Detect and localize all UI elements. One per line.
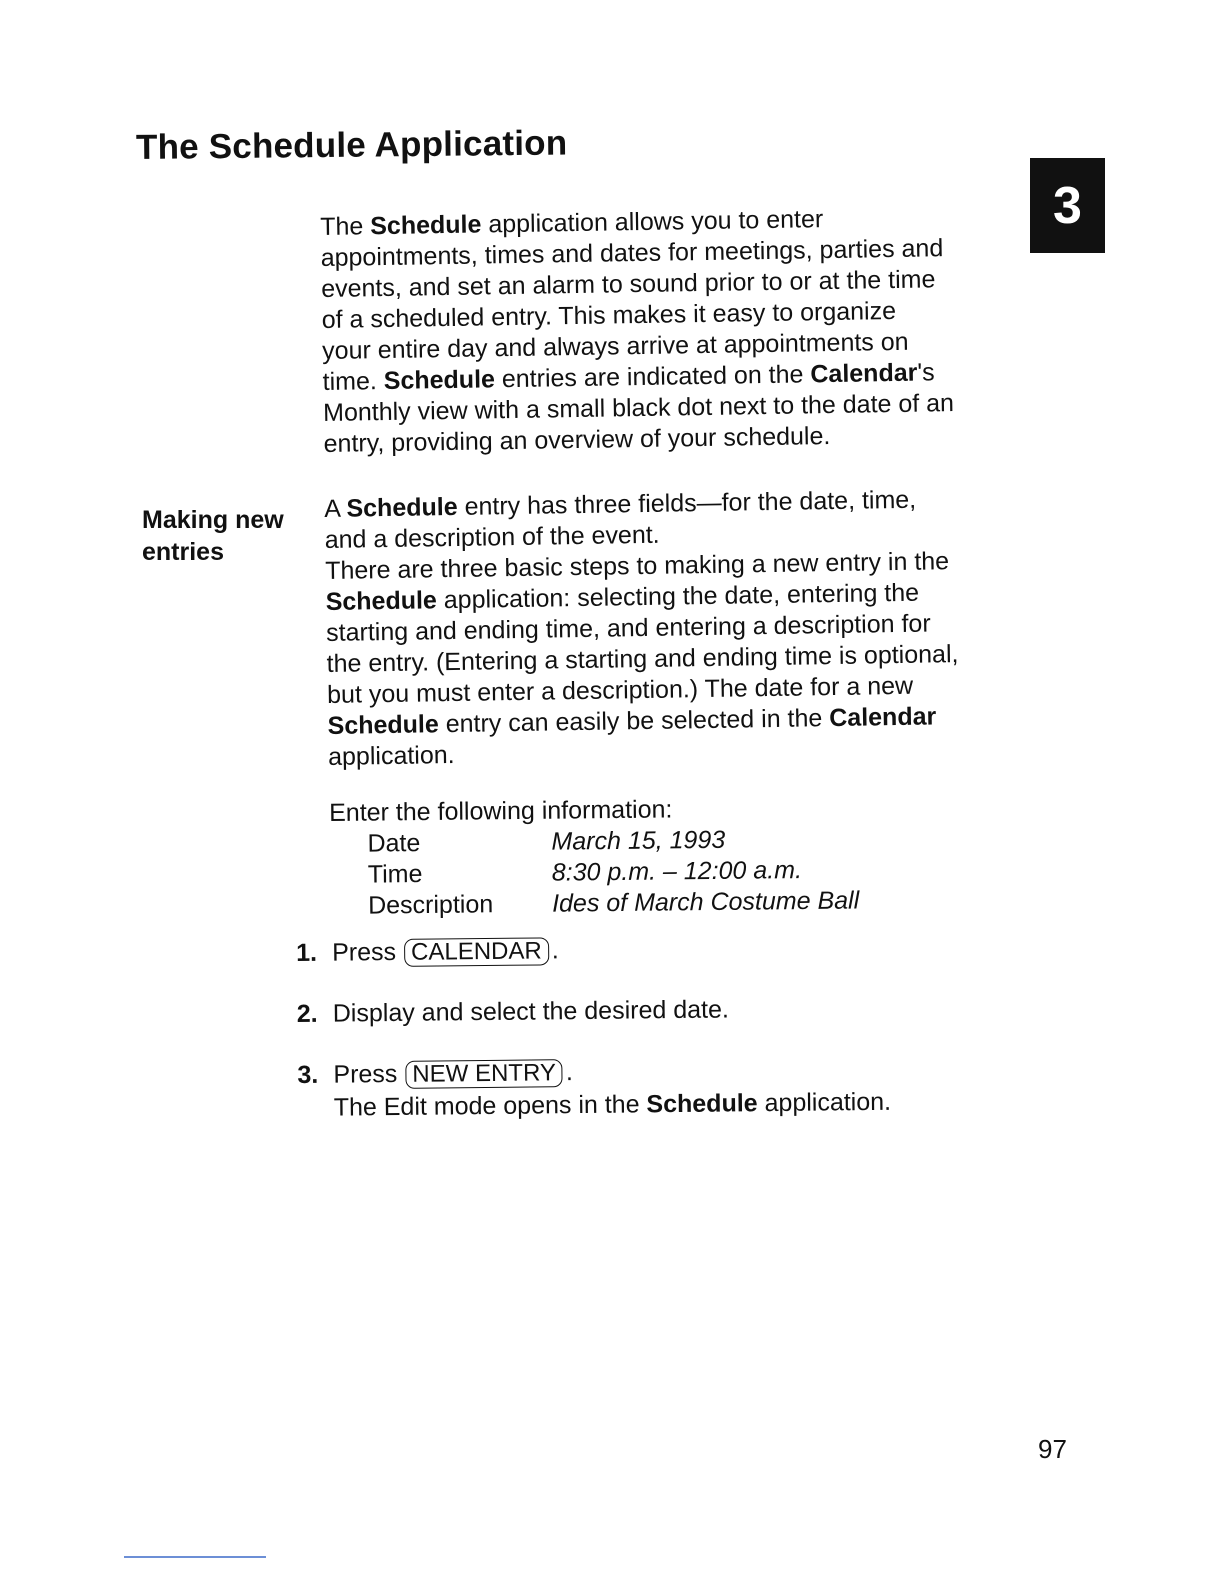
calendar-key: CALENDAR (404, 937, 549, 967)
info-value: March 15, 1993 (551, 825, 726, 856)
step-text: Display and select the desired date. (332, 995, 729, 1028)
chapter-number: 3 (1053, 176, 1082, 235)
intro-line: appointments, times and dates for meetings, parties and (320, 234, 944, 272)
info-label: Date (367, 829, 421, 858)
step-number: 1. (296, 938, 318, 967)
intro-line: The Schedule application allows you to enter (320, 205, 824, 241)
section-line: There are three basic steps to making a new entry in the (324, 547, 950, 585)
step-text: Press NEW ENTRY . The Edit mode opens in the Schedule application. (333, 1053, 998, 1124)
info-label: Description (367, 890, 494, 920)
info-label: Time (367, 860, 423, 889)
section-line: but you must enter a description.) The date for a new (326, 671, 914, 709)
intro-line: Monthly view with a small black dot next to the date of an (322, 389, 955, 427)
info-row-description (330, 884, 970, 922)
info-value: 8:30 p.m. – 12:00 a.m. (551, 856, 803, 887)
intro-line: events, and set an alarm to sound prior to or at the time (320, 265, 936, 303)
section-line: Schedule entry can easily be selected in the Calendar (327, 702, 937, 740)
step-number: 3. (297, 1060, 319, 1089)
bottom-rule (124, 1556, 266, 1558)
section-line: starting and ending time, and entering a description for (325, 609, 931, 647)
intro-line: your entire day and always arrive at appointments on (321, 327, 909, 365)
page-number: 97 (1038, 1434, 1067, 1464)
info-intro: Enter the following information: (329, 795, 673, 827)
intro-line: entry, providing an overview of your schedule. (323, 422, 831, 458)
section-line: application. (327, 740, 455, 771)
intro-paragraph (320, 201, 1014, 460)
step-number: 2. (296, 999, 318, 1028)
page-title: The Schedule Application (135, 123, 568, 167)
intro-line: time. Schedule entries are indicated on the Calendar's (322, 358, 935, 396)
step-3 (297, 1053, 998, 1124)
info-block (329, 791, 970, 922)
intro-line: of a scheduled entry. This makes it easy to organize (321, 296, 897, 334)
section-line: the entry. (Entering a starting and ending time is optional, (326, 640, 959, 678)
section-line: A Schedule entry has three fields—for the date, time, (324, 485, 917, 523)
chapter-tab (1030, 158, 1105, 253)
step-2 (297, 992, 997, 1030)
info-value: Ides of March Costume Ball (551, 886, 860, 918)
step-1 (296, 931, 996, 969)
step-text: Press CALENDAR . (332, 936, 559, 967)
new-entry-key: NEW ENTRY (405, 1059, 563, 1089)
section-body (324, 483, 1028, 773)
section-line: and a description of the event. (324, 520, 660, 554)
section-line: Schedule application: selecting the date, entering the (325, 578, 920, 616)
steps-list (296, 931, 998, 1154)
section-heading: Making new entries (142, 506, 284, 566)
step-note: The Edit mode opens in the Schedule application. (333, 1087, 892, 1122)
